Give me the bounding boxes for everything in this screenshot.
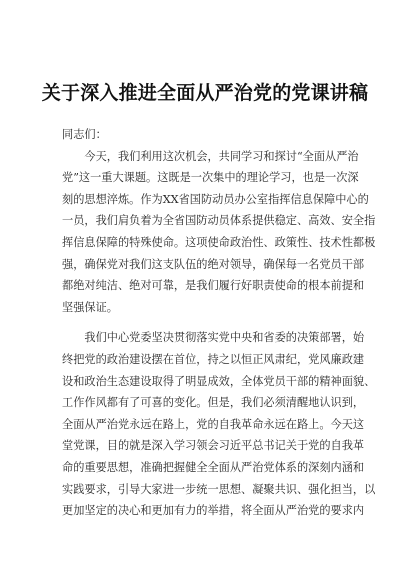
text-line: 挥信息保障的特殊使命。这项使命政治性、政策性、技术性都极 [62, 235, 376, 249]
document-title: 关于深入推进全面从严治党的党课讲稿 [41, 82, 369, 104]
text-line: 坚强保证。 [62, 300, 118, 314]
paragraph-1 [62, 146, 376, 319]
text-line: 命的重要思想，准确把握健全全面从严治党体系的深刻内涵和 [62, 460, 365, 474]
text-line: 我们中心党委坚决贯彻落实党中央和省委的决策部署，始 [84, 331, 365, 345]
text-line: 今天，我们利用这次机会，共同学习和探讨“全面从严治 [84, 149, 359, 163]
text-line: 一员，我们肩负着为全省国防动员体系提供稳定、高效、安全指 [62, 214, 376, 228]
text-line: 强，确保党对我们这支队伍的绝对领导，确保每一名党员干部 [62, 257, 365, 271]
text-line: 工作作风都有了可喜的变化。但是，我们必须清醒地认识到， [62, 396, 365, 410]
text-line: 实践要求，引导大家进一步统一思想、凝聚共识、强化担当，以 [62, 482, 376, 496]
text-line: 党”这一重大课题。这既是一次集中的理论学习，也是一次深 [62, 171, 359, 185]
paragraph-2 [62, 327, 376, 521]
document-body [62, 124, 376, 522]
text-line: 更加坚定的决心和更加有力的举措，将全面从严治党的要求内 [62, 504, 365, 518]
salutation: 同志们： [62, 128, 107, 141]
text-line: 终把党的政治建设摆在首位，持之以恒正风肃纪，党风廉政建 [62, 352, 365, 366]
text-line: 都绝对纯洁、绝对可靠，是我们履行好职责使命的根本前提和 [62, 279, 365, 293]
text-line: 堂党课，目的就是深入学习领会习近平总书记关于党的自我革 [62, 439, 365, 453]
text-line: 全面从严治党永远在路上，党的自我革命永远在路上。今天这 [62, 417, 365, 431]
text-line: 设和政治生态建设取得了明显成效，全体党员干部的精神面貌、 [62, 374, 376, 388]
paragraph-gap [62, 318, 362, 327]
text-line: 刻的思想淬炼。作为XX省国防动员办公室指挥信息保障中心的 [62, 192, 369, 206]
